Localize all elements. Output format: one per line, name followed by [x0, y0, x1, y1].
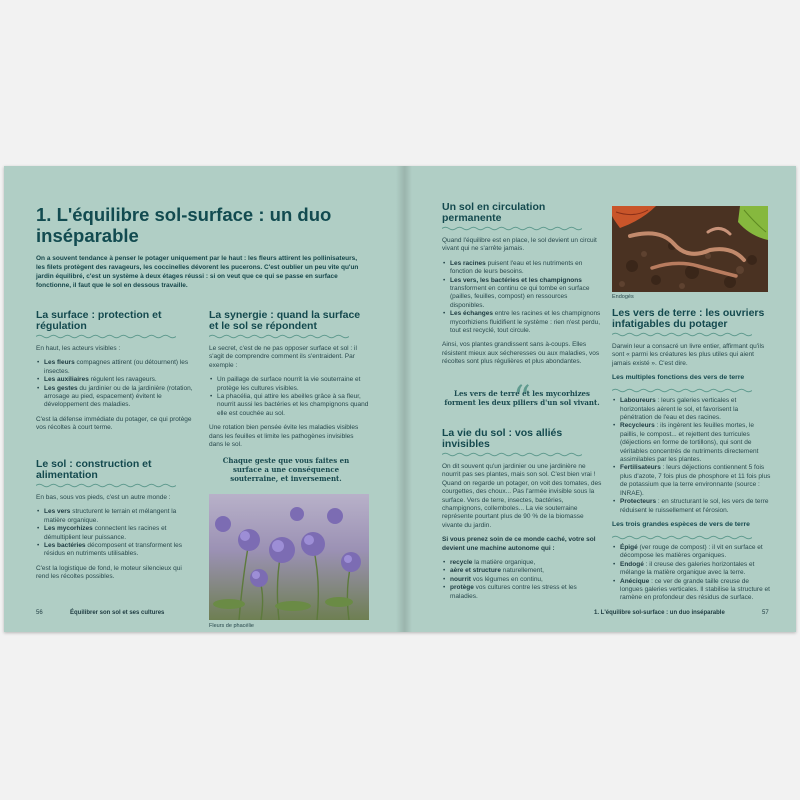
list-item-term: Les vers	[44, 508, 71, 516]
vie-section	[442, 428, 602, 607]
list-item-term: protège	[450, 584, 474, 592]
vie-heading: La vie du sol : vos alliés invisibles	[442, 427, 563, 450]
sol-body	[36, 494, 196, 582]
list-item	[450, 576, 602, 584]
list-item-text: vos légumes en continu,	[470, 575, 543, 583]
quote-mark-icon: “	[513, 378, 531, 418]
list-item	[620, 397, 772, 422]
phacelia-flowers-illustration	[209, 494, 369, 620]
list-item-term: Les gestes	[44, 384, 78, 392]
list-item	[450, 559, 602, 567]
vie-body	[442, 463, 602, 601]
chapter-intro: On a souvent tendance à penser le potager uniquement par le haut : les fleurs attirent les pollinisateurs, les filets protègent des ravageurs, les coccinelles dévorent les pucerons. C'est oublier un peu vite qu'un jardin équilibré, c'est un système à deux étages réussi : si on veut que ce qui se passe en surface fonctionne, il faut que le sol en dessous travaille.	[36, 255, 359, 289]
vers-species-list	[612, 544, 772, 603]
sol-closing: C'est la logistique de fond, le moteur silencieux qui rend les récoltes possibles.	[36, 564, 182, 581]
list-item-text: connectent les racines et démultiplient leur puissance.	[44, 525, 167, 541]
left-page	[4, 166, 400, 632]
wave-divider	[612, 388, 752, 393]
list-item-term: Les auxiliaires	[44, 376, 89, 384]
circulation-list	[442, 260, 602, 336]
list-item-term: nourrit	[450, 575, 471, 583]
list-item-term: Laboureurs	[620, 397, 656, 405]
earthworms-illustration	[612, 206, 768, 292]
list-item-text: : il creuse des galeries horizontales et mélange la matière organique avec la terre.	[620, 560, 755, 577]
list-item-text: transforment en continu ce qui tombe en surface (pailles, feuilles, compost) en ressources disponibles.	[450, 285, 590, 309]
vers-functions-heading: Les multiples fonctions des vers de terre	[612, 374, 745, 382]
wave-divider	[612, 332, 752, 337]
list-item-text: (ver rouge de compost) : il vit en surface et décompose les matières organiques.	[620, 543, 763, 560]
sol-heading: Le sol : construction et alimentation	[36, 458, 152, 481]
list-item	[44, 359, 196, 376]
list-item-term: Les bactéries	[44, 542, 86, 550]
list-item-term: Fertilisateurs	[620, 464, 661, 472]
list-item-term: Les échanges	[450, 310, 493, 318]
list-item-text: : ce ver de grande taille creuse de longues galeries verticales. Il stabilise la structure et ramène en profondeur des résidus de surface.	[620, 577, 770, 602]
right-page	[400, 166, 796, 632]
wave-divider	[36, 334, 176, 339]
circulation-body	[442, 237, 602, 367]
list-item-text: entre les racines et les champignons mycorhiziens fluidifient le système : rien n'est perdu, tout est recyclé, tout circule.	[450, 310, 601, 335]
synergie-section	[209, 310, 369, 455]
vie-list	[442, 559, 602, 601]
right-pull-quote: Les vers de terre et les mycorhizes forment les deux piliers d'un sol vivant.	[444, 389, 600, 407]
vers-heading: Les vers de terre : les ouvriers infatigables du potager	[612, 307, 765, 330]
wave-divider	[612, 535, 752, 540]
wave-divider	[209, 334, 349, 339]
sol-list	[36, 508, 196, 558]
list-item	[450, 310, 602, 335]
list-item	[450, 584, 602, 601]
earthworm-caption: Endogés	[612, 294, 634, 300]
list-item-text: décomposent et transforment les résidus en nutriments utilisables.	[44, 542, 183, 558]
list-item	[450, 277, 602, 311]
right-running-title: 1. L'équilibre sol-surface : un duo inséparable	[594, 610, 725, 616]
list-item-term: Les fleurs	[44, 359, 75, 367]
list-item-term: Recycleurs	[620, 422, 655, 430]
phacelia-image	[209, 494, 369, 620]
right-page-number: 57	[762, 610, 769, 616]
synergie-para1: Le secret, c'est de ne pas opposer surface et sol : il s'agit de comprendre comment ils s'entraident. Par exemple :	[209, 345, 357, 369]
list-item-text: naturellement,	[500, 567, 544, 575]
list-item	[620, 498, 772, 515]
left-pull-quote: Chaque geste que vous faites en surface a une conséquence souterraine, et inversement.	[222, 456, 350, 483]
list-item	[450, 260, 602, 277]
circulation-heading: Un sol en circulation permanente	[442, 201, 546, 224]
wave-divider	[442, 226, 582, 231]
list-item-term: aère et structure	[450, 567, 501, 575]
list-item-term: Les vers, les bactéries et les champignons	[450, 276, 582, 284]
list-item: • Un paillage de surface nourrit la vie souterraine et protège les cultures visibles.	[217, 376, 369, 393]
chapter-title: 1. L'équilibre sol-surface : un duo inséparable	[36, 204, 332, 246]
right-pull-quote-block	[442, 378, 602, 418]
vers-functions-list	[612, 397, 772, 515]
surface-closing: C'est la défense immédiate du potager, ce qui protège vos récoltes à court terme.	[36, 415, 192, 432]
vers-para: Darwin leur a consacré un livre entier, affirmant qu'ils sont « parmi les créatures les plus utiles qui aient jamais existé ». C'est dire.	[612, 343, 765, 367]
circulation-lead: Quand l'équilibre est en place, le sol devient un circuit vivant qui ne s'arrête jamais.	[442, 237, 597, 253]
list-item-term: Épigé	[620, 543, 638, 551]
vers-body	[612, 343, 772, 603]
list-item-term: Anécique	[620, 577, 650, 585]
left-running-title: Équilibrer son sol et ses cultures	[70, 610, 165, 616]
list-item	[620, 422, 772, 464]
wave-divider	[442, 452, 582, 457]
list-item-term: Les racines	[450, 259, 486, 267]
list-item	[44, 542, 196, 559]
list-item-text: : leurs galeries verticales et horizontales aèrent le sol, et favorisent la pénétration de l'eau et des racines.	[620, 397, 739, 422]
list-item-text: : en structurant le sol, les vers de terre réduisent le ruissellement et l'érosion.	[620, 498, 769, 514]
list-item	[620, 561, 772, 578]
list-item	[44, 385, 196, 410]
list-item-term: Endogé	[620, 560, 644, 568]
list-item	[44, 508, 196, 525]
book-spread	[4, 166, 796, 632]
earthworm-image	[612, 206, 768, 292]
list-item-term: Les mycorhizes	[44, 525, 93, 533]
vers-section	[612, 308, 772, 609]
circulation-section	[442, 202, 602, 373]
sol-section	[36, 459, 196, 588]
sol-lead: En bas, sous vos pieds, c'est un autre monde :	[36, 494, 171, 501]
list-item	[620, 464, 772, 498]
list-item-text: vos cultures contre les stress et les maladies.	[450, 584, 577, 600]
list-item-text: structurent le terrain et mélangent la matière organique.	[44, 508, 177, 524]
list-item	[620, 544, 772, 561]
surface-heading: La surface : protection et régulation	[36, 309, 162, 332]
vie-lead: Si vous prenez soin de ce monde caché, votre sol devient une machine autonome qui :	[442, 536, 596, 552]
phacelia-caption: Fleurs de phacélie	[209, 623, 254, 629]
surface-list	[36, 359, 196, 409]
left-page-number: 56	[36, 610, 43, 616]
list-item-text: puisent l'eau et les nutriments en fonction de leurs besoins.	[450, 259, 583, 276]
list-item-text: : ils ingèrent les feuilles mortes, le paillis, le compost... et rejettent des turricules (déjections en forme de tortillons), qui sont de véritables concentrés de nutriments directement assimilables par les plantes.	[620, 422, 759, 464]
synergie-list	[209, 376, 369, 418]
synergie-body	[209, 345, 369, 449]
surface-body	[36, 345, 196, 433]
list-item	[44, 525, 196, 542]
surface-section	[36, 310, 196, 439]
synergie-heading: La synergie : quand la surface et le sol se répondent	[209, 309, 361, 332]
list-item-text: : leurs déjections contiennent 5 fois plus d'azote, 7 fois plus de phosphore et 11 fois plus de potassium que la terre environnante (source : INRAE).	[620, 464, 771, 497]
list-item-term: Protecteurs	[620, 498, 657, 506]
list-item-term: recycle	[450, 559, 473, 567]
vie-para: On dit souvent qu'un jardinier ou une jardinière ne nourrit pas ses plantes, mais son sol. C'est bien vrai ! Quand on regarde un potager, on voit des tomates, des courgettes, des choux... Pas l'armée invisible sous la surface. Vers de terre, insectes, bactéries, champignons, collemboles... La vie souterraine représente pourtant plus de 90 % de la biomasse vivante du jardin.	[442, 463, 602, 529]
surface-lead: En haut, les acteurs visibles :	[36, 345, 121, 352]
list-item-text: régulent les ravageurs.	[88, 376, 157, 384]
list-item-text: la matière organique,	[472, 559, 536, 567]
synergie-para2: Une rotation bien pensée évite les maladies visibles dans les feuilles et limite les pathogènes invisibles dans le sol.	[209, 424, 359, 449]
list-item	[450, 567, 602, 575]
vers-species-heading: Les trois grandes espèces de vers de terre	[612, 520, 750, 528]
wave-divider	[36, 483, 176, 488]
list-item-text: compagnes attirent (ou détournent) les insectes.	[44, 359, 189, 375]
circulation-closing: Ainsi, vos plantes grandissent sans à-coups. Elles résistent mieux aux sécheresses ou aux maladies, vos récoltes sont plus régulières et plus abondantes.	[442, 341, 600, 366]
list-item: • La phacélia, qui attire les abeilles grâce à sa fleur, nourrit aussi les bactéries et les champignons quand elle est couchée au sol.	[217, 393, 369, 418]
list-item	[44, 376, 196, 384]
list-item	[620, 578, 772, 603]
list-item-text: du jardinier ou de la jardinière (rotation, arrosage au pied, espacement) évitent le développement des maladies.	[44, 384, 193, 409]
